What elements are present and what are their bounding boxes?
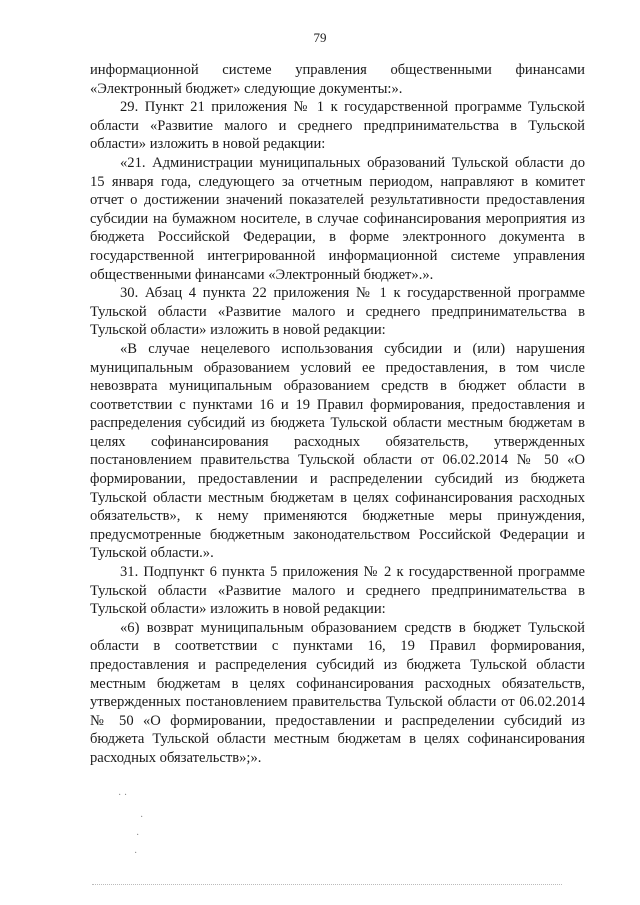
scan-speck: ·: [140, 812, 144, 823]
scan-speck: · ·: [118, 790, 128, 801]
scan-speck: ·: [136, 830, 140, 841]
scan-speck: ·: [134, 848, 138, 859]
paragraph-quote-abzac-4: «В случае нецелевого использования субсидии и (или) нарушения муниципальным образованием условий ее предоставления, в том числе невозврата муниципальным образованием средств в бюджет области в соответствии с пунктами 16 и 19 Правил формирования, предоставления и распределения субсидий из бюджета Тульской области местным бюджетам в целях софинансирования расходных обязательств, утвержденных постановлением правительства Тульской области от 06.02.2014 № 50 «О формировании, предоставлении и распределении субсидий из бюджета Тульской области местным бюджетам в целях софинансирования расходных обязательств», к нему применяются бюджетные меры принуждения, предусмотренные бюджетным законодательством Российской Федерации и Тульской области.».: [90, 340, 585, 562]
paragraph-quote-6: «6) возврат муниципальным образованием средств в бюджет Тульской области в соответствии с пунктами 16, 19 Правил формирования, предоставления и распределения субсидий из бюджета Тульской области местным бюджетам в целях софинансирования расходных обязательств, утвержденных постановлением правительства Тульской области от 06.02.2014 № 50 «О формировании, предоставлении и распределении субсидий из бюджета Тульской области местным бюджетам в целях софинансирования расходных обязательств»;».: [90, 619, 585, 766]
paragraph-item-30: 30. Абзац 4 пункта 22 приложения № 1 к государственной программе Тульской области «Развитие малого и среднего предпринимательства в Тульской области» изложить в новой редакции:: [90, 285, 585, 339]
scan-bottom-rule: [92, 884, 562, 885]
paragraph-quote-21: «21. Администрации муниципальных образований Тульской области до 15 января года, следующего за отчетным периодом, направляют в комитет отчет о достижении значений показателей результативности предоставления субсидии на бумажном носителе, в случае софинансирования мероприятия из бюджета Российской Федерации, в форме электронного документа в государственной интегрированной информационной системе управления общественными финансами «Электронный бюджет».».: [90, 154, 585, 283]
paragraph-item-29: 29. Пункт 21 приложения № 1 к государственной программе Тульской области «Развитие малого и среднего предпринимательства в Тульской области» изложить в новой редакции:: [90, 99, 585, 153]
paragraph-continuation: информационной системе управления общественными финансами «Электронный бюджет» следующие документы:».: [90, 62, 585, 97]
document-body: [90, 61, 585, 768]
page-number: 79: [313, 30, 327, 45]
paragraph-item-31: 31. Подпункт 6 пункта 5 приложения № 2 к государственной программе Тульской области «Развитие малого и среднего предпринимательства в Тульской области» изложить в новой редакции:: [90, 564, 585, 618]
